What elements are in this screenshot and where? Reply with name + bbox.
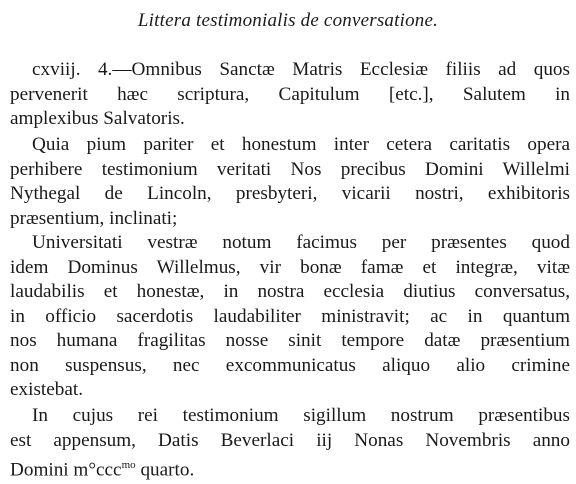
paragraph-3 xyxy=(10,231,570,403)
paragraph-4 xyxy=(10,404,570,483)
paragraph-1 xyxy=(10,58,570,132)
text-line: amplexibus Salvatoris. xyxy=(10,108,185,129)
text-line: Nythegal de Lincoln, presbyteri, vicarii nostri, exhibitoris xyxy=(10,183,570,204)
superscript-text: mo xyxy=(121,459,136,471)
text-line: In cujus rei testimonium sigillum nostrum præsentibus xyxy=(32,405,570,426)
paragraph-2 xyxy=(10,133,570,231)
document-title: Littera testimonialis de conversatione. xyxy=(137,10,439,31)
text-line: præsentium, inclinati; xyxy=(10,207,178,229)
text-line: non suspensus, nec excommunicatus aliquo alio crimine xyxy=(10,354,570,376)
text-line: cxviij. 4.—Omnibus Sanctæ Matris Ecclesiæ filiis ad quos xyxy=(32,59,570,80)
date-tail: quarto. xyxy=(135,459,195,481)
date-text: Domini m°ccc xyxy=(10,459,122,481)
text-line: in officio sacerdotis laudabiliter ministravit; ac in quantum xyxy=(10,305,570,327)
text-line: Quia pium pariter et honestum inter cetera caritatis opera xyxy=(32,134,570,155)
text-line: pervenerit hæc scriptura, Capitulum [etc.], Salutem in xyxy=(10,83,570,105)
text-line: laudabilis et honestæ, in nostra ecclesia diutius conversatus, xyxy=(10,281,570,302)
text-line: existebat. xyxy=(10,379,83,400)
text-line: est appensum, Datis Beverlaci iij Nonas Novembris anno xyxy=(10,429,570,451)
text-line: perhibere testimonium veritati Nos precibus Domini Willelmi xyxy=(10,158,570,180)
text-line: Universitati vestræ notum facimus per præsentes quod xyxy=(32,232,570,253)
text-line: idem Dominus Willelmus, vir bonæ famæ et integræ, vitæ xyxy=(10,256,570,278)
text-line xyxy=(10,453,570,483)
text-line: nos humana fragilitas nosse sinit tempore datæ præsentium xyxy=(10,330,570,351)
